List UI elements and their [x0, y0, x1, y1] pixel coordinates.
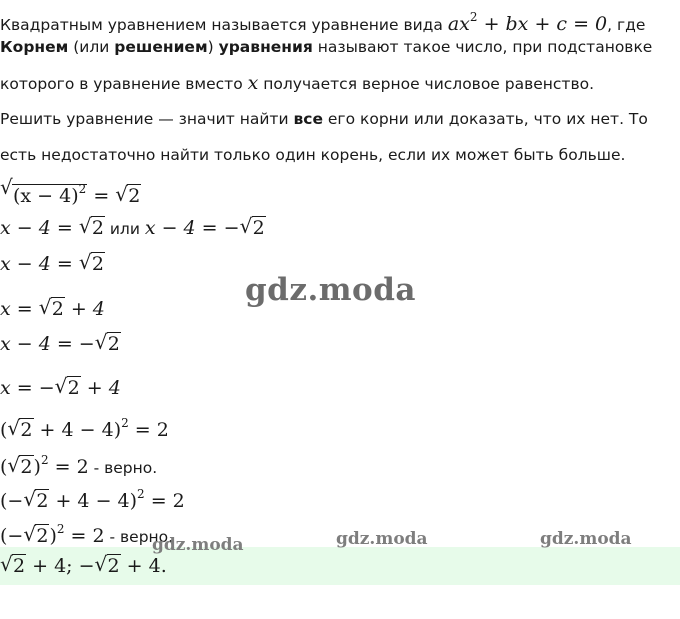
- step-7: (√ 2 + 4 − 4)$^2$ = 2: [0, 412, 169, 441]
- watermark-small-center: gdz.moda: [336, 529, 428, 549]
- variable-x: x: [247, 72, 259, 94]
- step-1: √ $(x - 4)^2$ = √ 2: [0, 178, 141, 207]
- term-all: все: [293, 110, 323, 128]
- answer-line: √ 2 + 4; −√ 2 + 4.: [0, 555, 167, 577]
- intro-text: Квадратным уравнением называется уравнение вида: [0, 16, 443, 34]
- step-9: (−√ 2 + 4 − 4)$^2$ = 2: [0, 483, 185, 512]
- step-3: x − 4 = √ 2: [0, 253, 105, 275]
- sqrt-expression: √ $(x - 4)^2$: [0, 178, 87, 207]
- step-8: (√ 2)$^2$ = 2 - верно.: [0, 449, 157, 479]
- quadratic-formula: $ax^2$ + bx + c = 0: [447, 10, 608, 35]
- step-5: x − 4 = −√ 2: [0, 333, 121, 355]
- intro-line-2: Корнем (или решением) уравнения называют такое число, при подстановке: [0, 38, 653, 56]
- term-root: Корнем: [0, 38, 69, 56]
- term-equation: уравнения: [218, 38, 313, 56]
- intro-line-1: Квадратным уравнением называется уравнение вида $ax^2$ + bx + c = 0, где: [0, 10, 646, 35]
- term-solution: решением: [114, 38, 208, 56]
- watermark-small-left: gdz.moda: [152, 535, 244, 555]
- step-6: x = −√ 2 + 4: [0, 377, 121, 399]
- step-10: (−√ 2)$^2$ = 2 - верно.: [0, 518, 173, 548]
- step-4: x = √ 2 + 4: [0, 298, 105, 320]
- intro-line-3: которого в уравнение вместо x получается верное числовое равенство.: [0, 72, 594, 94]
- intro-line-5: есть недостаточно найти только один корень, если их может быть больше.: [0, 146, 626, 164]
- watermark-large: gdz.moda: [245, 272, 416, 308]
- step-2: x − 4 = √ 2 или x − 4 = −√ 2: [0, 217, 266, 240]
- intro-line-4: Решить уравнение — значит найти все его корни или доказать, что их нет. То: [0, 110, 648, 128]
- watermark-small-right: gdz.moda: [540, 529, 632, 549]
